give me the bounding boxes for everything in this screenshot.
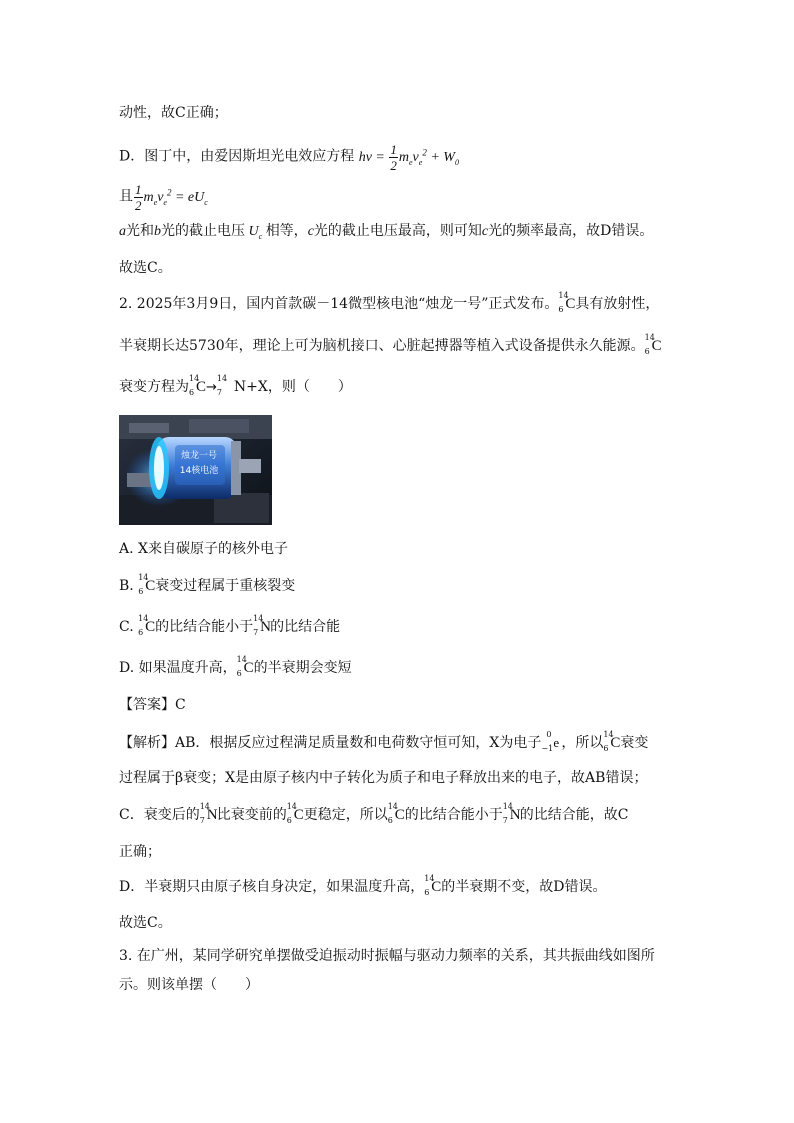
- text: 【解析】AB．根据反应过程满足质量数和电荷数守恒可知，X为电子: [119, 735, 542, 751]
- nuclide-c14: 14 6 C: [424, 874, 442, 897]
- explanation-line: [119, 730, 649, 753]
- option-c: [119, 614, 341, 637]
- text: 光的截止电压最高，则可知: [313, 223, 482, 239]
- nuclide-c14: 14 6 C: [387, 802, 405, 825]
- equation: hν = $\frac{1}{2}$ $m_ev_e^2 + W_0$: [358, 141, 459, 173]
- question-3-stem: [119, 975, 259, 995]
- nuclide-c14: 14 6 C: [138, 614, 156, 637]
- text: 过程属于β衰变；X是由原子核内中子转化为质子和电子释放出来的电子，故AB错误；: [119, 770, 648, 786]
- nuclide-n14: 14 7: [216, 374, 228, 397]
- text-line: [119, 103, 228, 123]
- option-d: [119, 655, 352, 678]
- text: 衰变: [620, 735, 649, 751]
- text: a: [119, 224, 126, 239]
- text: 半衰期长达5730年，理论上可为脑机接口、心脏起搏器等植入式设备提供永久能源。: [119, 338, 645, 354]
- text: 且: [119, 188, 133, 205]
- text: ，所以: [561, 735, 604, 751]
- battery-label-line2: 14核电池: [179, 466, 219, 476]
- text-line: [119, 258, 172, 278]
- option-a: [119, 539, 288, 559]
- text: 光的截止电压: [161, 223, 245, 239]
- text-line: [119, 135, 459, 173]
- text-line: [119, 175, 208, 213]
- text: D．半衰期只由原子核自身决定，如果温度升高，: [119, 879, 425, 895]
- text-line: [119, 374, 352, 398]
- nuclide-c14: 14 6 C: [558, 291, 576, 314]
- nuclide-c14: 14 6 C: [644, 333, 662, 356]
- text: 正确；: [119, 844, 161, 860]
- nuclide-n14: 14 7 N: [199, 802, 218, 825]
- explanation-line: [119, 874, 607, 897]
- text: 2. 2025年3月9日，国内首款碳－14微型核电池“烛龙一号”正式发布。: [119, 296, 559, 312]
- text: 3. 在广州，某同学研究单摆做受迫振动时振幅与驱动力频率的关系，其共振曲线如图所: [119, 948, 655, 964]
- text: C.: [119, 619, 134, 635]
- text: B.: [119, 578, 134, 594]
- text: D. 如果温度升高，: [119, 660, 237, 676]
- text: 衰变过程属于重核裂变: [155, 578, 296, 594]
- text: 的比结合能: [270, 619, 341, 635]
- explanation-line: [119, 768, 647, 788]
- text: 具有放射性，: [575, 296, 660, 312]
- text: 故选C。: [119, 260, 172, 276]
- text: b: [154, 224, 161, 239]
- text: 光的频率最高，故D错误。: [488, 223, 654, 239]
- nuclear-battery-image: [119, 415, 272, 525]
- text-line: [119, 333, 662, 356]
- question-2-stem: [119, 291, 660, 314]
- option-b: [119, 573, 296, 596]
- text: 更稳定，所以: [303, 807, 388, 823]
- text: 的比结合能小于: [155, 619, 254, 635]
- equation: $\frac{1}{2}$ $m_ev_e^2 = eU_c$: [135, 181, 208, 213]
- explanation-line: [119, 913, 172, 933]
- text: 衰变方程为: [119, 379, 189, 395]
- text: N+X，则（ ）: [233, 379, 352, 395]
- nuclide-c14: 14 6 C: [189, 374, 207, 397]
- text: 【答案】C: [119, 697, 186, 713]
- text: 故选C。: [119, 915, 172, 931]
- text: C．衰变后的: [119, 807, 200, 823]
- text: D．图丁中，由爱因斯坦光电效应方程: [119, 148, 355, 165]
- nuclide-n14: 14 7 N: [502, 802, 521, 825]
- equation: $U_c$: [245, 224, 263, 241]
- nuclide-c14: 14 6 C: [603, 730, 621, 753]
- question-3-stem: [119, 946, 655, 966]
- nuclide-n14: 14 7 N: [253, 614, 271, 637]
- text: 比衰变前的: [216, 807, 287, 823]
- explanation-line: [119, 802, 629, 825]
- text: 的比结合能小于: [404, 807, 503, 823]
- nuclide-c14: 14 6 C: [286, 802, 304, 825]
- text: 光和: [126, 223, 154, 239]
- text: 示。则该单摆（ ）: [119, 977, 259, 993]
- battery-label-line1: 烛龙一号: [180, 451, 218, 461]
- text: 相等，: [265, 223, 308, 239]
- text: c: [481, 224, 489, 239]
- answer: [119, 695, 186, 715]
- arrow-icon: →: [206, 380, 217, 395]
- nuclide-c14: 14 6 C: [236, 655, 254, 678]
- text: 动性，故C正确；: [119, 105, 228, 121]
- electron-symbol: 0 −1 e: [541, 730, 560, 753]
- text: 的半衰期不变，故D错误。: [441, 879, 607, 895]
- text: 的半衰期会变短: [253, 660, 352, 676]
- text: c: [307, 224, 314, 239]
- text: 的比结合能，故C: [519, 807, 629, 823]
- nuclide-c14: 14 6 C: [138, 573, 156, 596]
- explanation-line: [119, 842, 161, 862]
- text-line: [119, 221, 653, 247]
- text: A. X来自碳原子的核外电子: [119, 541, 288, 557]
